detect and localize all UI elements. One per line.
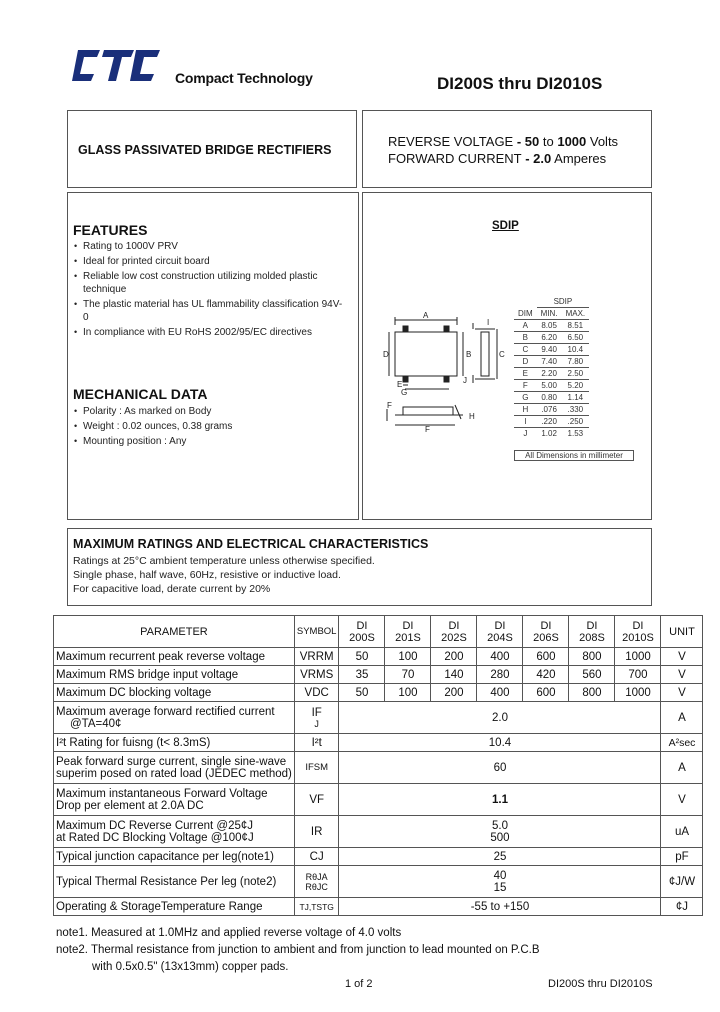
dim-cell: I [514,416,537,428]
footnotes [56,925,539,976]
param-cell [54,752,295,784]
value-cell: 200 [431,648,477,666]
mechanical-list [74,405,344,450]
value-cell [339,866,661,898]
rv-dash: - [513,134,525,149]
fc-value: 2.0 [533,151,552,166]
dim-cell: 1.02 [537,428,562,440]
param-line: Peak forward surge current, single sine-wave [56,755,287,768]
symbol-cell: CJ [294,848,339,866]
part-range-title: DI200S thru DI2010S [437,74,603,93]
package-drawing [375,305,510,440]
feature-item: • Rating to 1000V PRV [74,240,344,253]
symbol-cell [294,866,339,898]
table-row [54,684,703,702]
value-cell: -55 to +150 [339,898,661,916]
dim-cell: E [514,368,537,380]
symbol-cell: I²t [294,734,339,752]
value-cell: 600 [523,684,569,702]
symbol-cell: VDC [294,684,339,702]
fc-label: FORWARD CURRENT [388,151,522,166]
ratings-note: For capacitive load, derate current by 20% [73,583,271,595]
symbol-cell: TJ,TSTG [294,898,339,916]
part-header [477,616,523,648]
value-line: 5.0 [491,819,508,832]
unit-cell: V [661,648,703,666]
ratings-title: MAXIMUM RATINGS AND ELECTRICAL CHARACTERISTICS [73,537,429,551]
unit-cell: A [661,752,703,784]
value-cell: 50 [339,648,385,666]
value-cell: 400 [477,684,523,702]
value-cell: 600 [523,648,569,666]
company-name: Compact Technology [175,70,313,86]
dim-cell: 0.80 [537,392,562,404]
rv-unit: Volts [586,134,619,149]
dim-label-d: D [383,350,389,359]
dim-head: MAX. [565,309,586,318]
value-cell: 800 [569,684,615,702]
part-top: DI [632,619,644,632]
part-bottom: 200S [349,631,375,644]
symbol-line: J [314,718,319,729]
forward-current-line [388,151,606,166]
ratings-notes [73,554,375,596]
dim-cell: 1.14 [562,392,590,404]
package-name: SDIP [492,220,519,232]
part-header [615,616,661,648]
param-cell: Maximum DC blocking voltage [54,684,295,702]
mechanical-item: • Polarity : As marked on Body [74,405,344,418]
symbol-cell: VRRM [294,648,339,666]
dim-label-g: G [401,388,408,397]
dim-cell: 2.50 [562,368,590,380]
symbol-line: RθJC [305,881,328,892]
spec-box [362,110,652,188]
dim-cell: 8.05 [537,320,562,332]
part-header [385,616,431,648]
param-cell [54,816,295,848]
dim-cell: 9.40 [537,344,562,356]
features-list [74,240,344,341]
param-line: Maximum DC Reverse Current @25¢J [56,819,254,832]
param-cell [54,702,295,734]
fc-unit: Amperes [551,151,607,166]
dim-cell: D [514,356,537,368]
part-bottom: 204S [487,631,513,644]
value-cell: 2.0 [339,702,661,734]
value-cell: 100 [385,648,431,666]
symbol-cell: IFSM [294,752,339,784]
dim-cell: 2.20 [537,368,562,380]
symbol-cell: VF [294,784,339,816]
dim-cell: .076 [537,404,562,416]
dim-cell: B [514,332,537,344]
param-header: PARAMETER [54,616,295,648]
dim-cell: 7.80 [562,356,590,368]
unit-cell: ¢J/W [661,866,703,898]
value-cell: 140 [431,666,477,684]
logo-text: CTC [116,85,119,86]
value-cell: 10.4 [339,734,661,752]
unit-cell: ¢J [661,898,703,916]
dim-cell: 5.00 [537,380,562,392]
part-bottom: 208S [579,631,605,644]
fc-dash: - [521,151,534,166]
table-row [54,898,703,916]
symbol-header: SYMBOL [294,616,339,648]
unit-cell: pF [661,848,703,866]
rv-to: to [539,134,558,149]
unit-cell: A [661,702,703,734]
dim-cell: G [514,392,537,404]
param-cell: Operating & StorageTemperature Range [54,898,295,916]
footnote: with 0.5x0.5" (13x13mm) copper pads. [92,961,289,973]
part-top: DI [494,619,506,632]
part-bottom: 201S [395,631,421,644]
value-cell: 200 [431,684,477,702]
body-top-view [395,332,457,376]
symbol-line: IF [311,706,322,719]
value-cell: 60 [339,752,661,784]
feature-item: • Ideal for printed circuit board [74,255,344,268]
rv-start: 50 [524,134,540,149]
electrical-table [53,615,703,916]
dim-cell: .220 [537,416,562,428]
param-cell: Typical junction capacitance per leg(note1) [54,848,295,866]
value-cell: 700 [615,666,661,684]
value-cell: 50 [339,684,385,702]
unit-cell: V [661,666,703,684]
value-cell: 420 [523,666,569,684]
footnote: note1. Measured at 1.0MHz and applied reverse voltage of 4.0 volts [56,927,402,939]
value-cell: 1000 [615,684,661,702]
part-bottom: 2010S [622,631,654,644]
ratings-note: Ratings at 25°C ambient temperature unless otherwise specified. [73,555,375,567]
value-cell: 400 [477,648,523,666]
value-cell: 35 [339,666,385,684]
rv-end: 1000 [557,134,587,149]
table-row [54,702,703,734]
dim-label-e: E [397,380,403,389]
table-row [54,816,703,848]
features-title: FEATURES [73,222,148,238]
value-line: 15 [493,881,507,894]
param-cell [54,784,295,816]
dim-label-f1: F [387,401,392,410]
part-bottom: 202S [441,631,467,644]
part-top: DI [586,619,598,632]
table-row [54,666,703,684]
ratings-note: Single phase, half wave, 60Hz, resistive or inductive load. [73,569,341,581]
part-header [431,616,477,648]
dimension-table [514,296,589,439]
value-line: 500 [490,831,510,844]
feature-item: • In compliance with EU RoHS 2002/95/EC directives [74,326,344,339]
dim-head: DIM [518,308,533,318]
symbol-cell: VRMS [294,666,339,684]
dim-label-b: B [466,350,472,359]
table-row [54,752,703,784]
part-top: DI [402,619,414,632]
value-cell: 800 [569,648,615,666]
value-cell: 70 [385,666,431,684]
table-row [54,648,703,666]
mechanical-item: • Weight : 0.02 ounces, 0.38 grams [74,420,344,433]
symbol-cell [294,702,339,734]
param-cell: Maximum RMS bridge input voltage [54,666,295,684]
param-line: Maximum average forward rectified current [56,705,275,718]
symbol-cell: IR [294,816,339,848]
part-header [523,616,569,648]
feature-item: • Reliable low cost construction utilizing molded plastic technique [74,270,341,296]
feature-item: • The plastic material has UL flammability classification 94V-0 [74,298,345,324]
value-cell [339,816,661,848]
table-row [54,866,703,898]
unit-header: UNIT [661,616,703,648]
dim-cell: A [514,320,537,332]
param-cell: I²t Rating for fuisng (t< 8.3mS) [54,734,295,752]
symbol-line: RθJA [305,871,328,882]
part-header [339,616,385,648]
mechanical-title: MECHANICAL DATA [73,386,208,402]
table-row [54,734,703,752]
param-line: Drop per element at 2.0A DC [56,799,204,812]
dim-head: MIN. [540,309,558,318]
dim-cell: F [514,380,537,392]
dim-group: SDIP [537,296,589,308]
ctc-logo [70,44,162,86]
param-line: superim posed on rated load (JEDEC method) [56,767,292,780]
dim-label-a: A [423,311,429,320]
dim-label-j: J [463,376,467,385]
dim-cell: C [514,344,537,356]
unit-cell: V [661,784,703,816]
part-header [569,616,615,648]
part-top: DI [448,619,460,632]
param-line: at Rated DC Blocking Voltage @100¢J [56,831,254,844]
table-row [54,784,703,816]
dim-label-c: C [499,350,505,359]
dim-cell: .250 [562,416,590,428]
param-cell: Typical Thermal Resistance Per leg (note2) [54,866,295,898]
param-line: Maximum instantaneous Forward Voltage [56,787,268,800]
dim-label-h: H [469,412,475,421]
dim-cell: 1.53 [562,428,590,440]
page-number: 1 of 2 [345,978,373,990]
value-cell: 280 [477,666,523,684]
param-line: @TA=40¢ [70,717,122,730]
value-cell: 560 [569,666,615,684]
value-line: 40 [493,869,507,882]
unit-cell: V [661,684,703,702]
footnote: note2. Thermal resistance from junction to ambient and from junction to lead mounted on P.C.B [56,944,540,956]
footer-part-range: DI200S thru DI2010S [548,978,653,990]
dim-cell: 7.40 [537,356,562,368]
dim-cell: H [514,404,537,416]
dimension-note: All Dimensions in millimeter [514,450,634,461]
value-cell: 100 [385,684,431,702]
value-cell: 1000 [615,648,661,666]
dim-cell: 5.20 [562,380,590,392]
table-row [54,848,703,866]
dim-cell: 6.20 [537,332,562,344]
unit-cell: uA [661,816,703,848]
mechanical-item: • Mounting position : Any [74,435,344,448]
value-cell: 1.1 [339,784,661,816]
dim-label-f2: F [425,425,430,434]
dim-cell: J [514,428,537,440]
reverse-voltage-line [388,134,618,149]
part-top: DI [356,619,368,632]
param-cell: Maximum recurrent peak reverse voltage [54,648,295,666]
dim-cell: .330 [562,404,590,416]
dim-label-i: I [487,318,490,327]
dim-cell: 6.50 [562,332,590,344]
part-top: DI [540,619,552,632]
rv-label: REVERSE VOLTAGE [388,134,514,149]
unit-cell: A²sec [661,734,703,752]
dim-cell: 10.4 [562,344,590,356]
dim-cell: 8.51 [562,320,590,332]
part-bottom: 206S [533,631,559,644]
value-cell: 25 [339,848,661,866]
product-title: GLASS PASSIVATED BRIDGE RECTIFIERS [78,143,332,157]
